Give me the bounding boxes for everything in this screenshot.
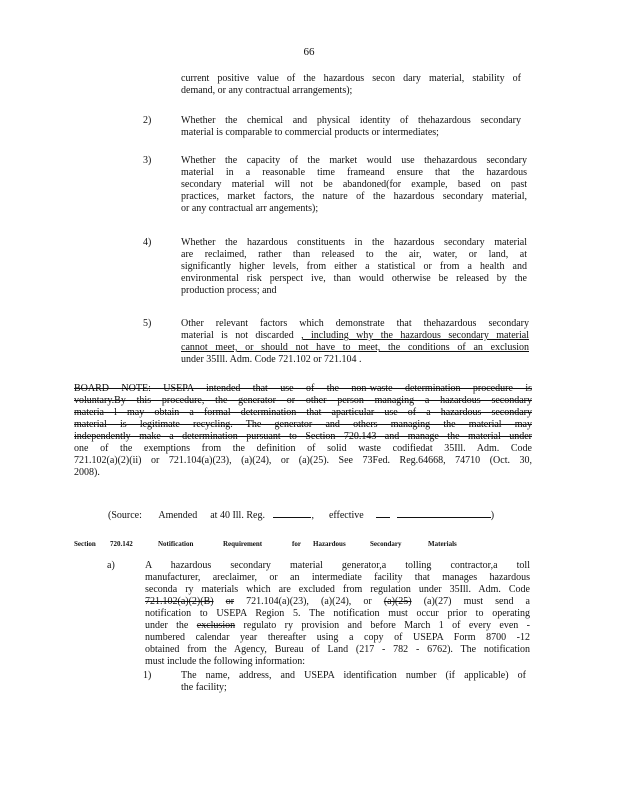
source-amended: Amended bbox=[158, 510, 198, 521]
text-line: or any contractual arr angements); bbox=[181, 203, 319, 214]
section-label: Section bbox=[74, 540, 96, 548]
text-line: notification to USEPA Region 5. The notification must occur prior to operating bbox=[145, 608, 530, 619]
blank-line bbox=[397, 508, 491, 518]
struck-text: exclusion bbox=[196, 620, 236, 631]
underlined-insertion: cannot meet, or should not have to meet, the conditions of an exclusion bbox=[181, 342, 529, 353]
text-line: Whether the chemical and physical identity of thehazardous secondary bbox=[181, 115, 521, 126]
text-line: production process; and bbox=[181, 285, 277, 296]
item-number: 3) bbox=[143, 155, 152, 166]
item-number: 1) bbox=[143, 670, 152, 681]
text-line: manufacturer, areclaimer, or an intermediate facility that manages hazardous bbox=[145, 572, 530, 583]
source-note bbox=[108, 508, 528, 522]
text-line: secondary material will not be abandoned(for example, based on past bbox=[181, 179, 527, 190]
text-line: demand, or any contractual arrangements); bbox=[181, 85, 353, 96]
text-line: 2008). bbox=[74, 467, 100, 478]
struck-text: (a)(25) bbox=[383, 596, 412, 607]
item-number: 5) bbox=[143, 318, 152, 329]
page-number: 66 bbox=[303, 46, 315, 58]
sub-item-1-text bbox=[181, 670, 526, 694]
text-line: practices, market factors, the nature of the hazardous secondary material, bbox=[181, 191, 527, 202]
text-line: must include the following information: bbox=[145, 656, 305, 667]
section-title-word: Materials bbox=[428, 540, 457, 548]
item-2-text bbox=[181, 115, 521, 139]
source-register: at 40 Ill. Reg. bbox=[210, 510, 265, 521]
blank-line bbox=[273, 508, 311, 518]
section-number: 720.142 bbox=[110, 540, 133, 548]
struck-text: 721.102(a)(2)(B) bbox=[145, 596, 214, 607]
underlined-insertion: , including why the hazardous secondary material bbox=[301, 330, 530, 341]
text-line bbox=[181, 330, 529, 342]
blank-line bbox=[376, 508, 390, 518]
section-title-word: Hazardous bbox=[313, 540, 346, 548]
text-line: Whether the hazardous constituents in the hazardous secondary material bbox=[181, 237, 527, 248]
struck-line: material is legitimate recycling. The generator and others managing the material may bbox=[74, 419, 532, 430]
section-title-word: Notification bbox=[158, 540, 194, 548]
struck-line: voluntary.By this procedure, the generator or other person managing a hazardous secondary bbox=[74, 395, 532, 406]
text-line: one of the exemptions from the definition of solid waste codifiedat 35Ill. Adm. Code bbox=[74, 443, 532, 454]
text-span: 721.104(a)(23), (a)(24), or bbox=[246, 596, 372, 607]
item-3-text bbox=[181, 155, 527, 215]
text-line: significantly higher levels, from either a statistical or from a health and bbox=[181, 261, 527, 272]
text-span: regulato ry provision and before March 1 of every even - bbox=[243, 620, 530, 631]
text-line bbox=[145, 620, 530, 632]
text-line: Whether the capacity of the market would use thehazardous secondary bbox=[181, 155, 527, 166]
struck-line: independently make a determination pursuant to Section 720.143 and manage the material under bbox=[74, 431, 532, 442]
text-line: material is comparable to commercial products or intermediates; bbox=[181, 127, 439, 138]
section-title-word: Requirement bbox=[223, 540, 263, 548]
text-line: under 35Ill. Adm. Code 721.102 or 721.104 . bbox=[181, 354, 362, 365]
text-line: material in a reasonable time frameand ensure that the hazardous bbox=[181, 167, 527, 178]
text-line: seconda ry materials which are excluded from regulation under 35Ill. Adm. Code bbox=[145, 584, 530, 595]
source-open: (Source: bbox=[108, 510, 142, 521]
text-line: obtained from the Agency, Bureau of Land (217 - 782 - 6762). The notification bbox=[145, 644, 530, 655]
section-title-word: for bbox=[292, 540, 301, 548]
source-close: ) bbox=[490, 510, 495, 521]
struck-line: BOARD NOTE: USEPA intended that use of the non-waste determination procedure is bbox=[74, 383, 532, 394]
struck-line: materia l may obtain a formal determination that aparticular use of a hazardous secondary bbox=[74, 407, 532, 418]
item-number: a) bbox=[107, 560, 115, 571]
board-note bbox=[74, 383, 532, 479]
text-span: (a)(27) must send a bbox=[423, 596, 530, 607]
text-line: current positive value of the hazardous secon dary material, stability of bbox=[181, 73, 521, 84]
text-line: numbered calendar year thereafter using a copy of USEPA Form 8700 -12 bbox=[145, 632, 530, 643]
item-number: 2) bbox=[143, 115, 152, 126]
item-4-text bbox=[181, 237, 527, 297]
text-line: environmental risk perspect ive, than would otherwise be released by the bbox=[181, 273, 527, 284]
text-line: The name, address, and USEPA identification number (if applicable) of bbox=[181, 670, 526, 681]
text-span: under the bbox=[145, 620, 189, 631]
text-line: are reclaimed, rather than released to the air, water, or land, at bbox=[181, 249, 527, 260]
text-line bbox=[145, 596, 530, 608]
item-5-text bbox=[181, 318, 529, 366]
text-span: material is not discarded bbox=[181, 330, 294, 341]
item-number: 4) bbox=[143, 237, 152, 248]
source-effective: effective bbox=[328, 510, 364, 521]
item-1-continuation bbox=[181, 73, 521, 97]
text-line: A hazardous secondary material generator,a tolling contractor,a toll bbox=[145, 560, 530, 571]
source-comma: , bbox=[311, 510, 314, 521]
paragraph-a-text bbox=[145, 560, 530, 668]
text-line: Other relevant factors which demonstrate that thehazardous secondary bbox=[181, 318, 529, 329]
struck-text: or bbox=[225, 596, 235, 607]
text-line bbox=[181, 342, 529, 354]
section-title-word: Secondary bbox=[370, 540, 402, 548]
text-line: 721.102(a)(2)(ii) or 721.104(a)(23), (a)(24), or (a)(25). See 73Fed. Reg.64668, 74710 (Oct. 30, bbox=[74, 455, 532, 466]
text-line: the facility; bbox=[181, 682, 227, 693]
